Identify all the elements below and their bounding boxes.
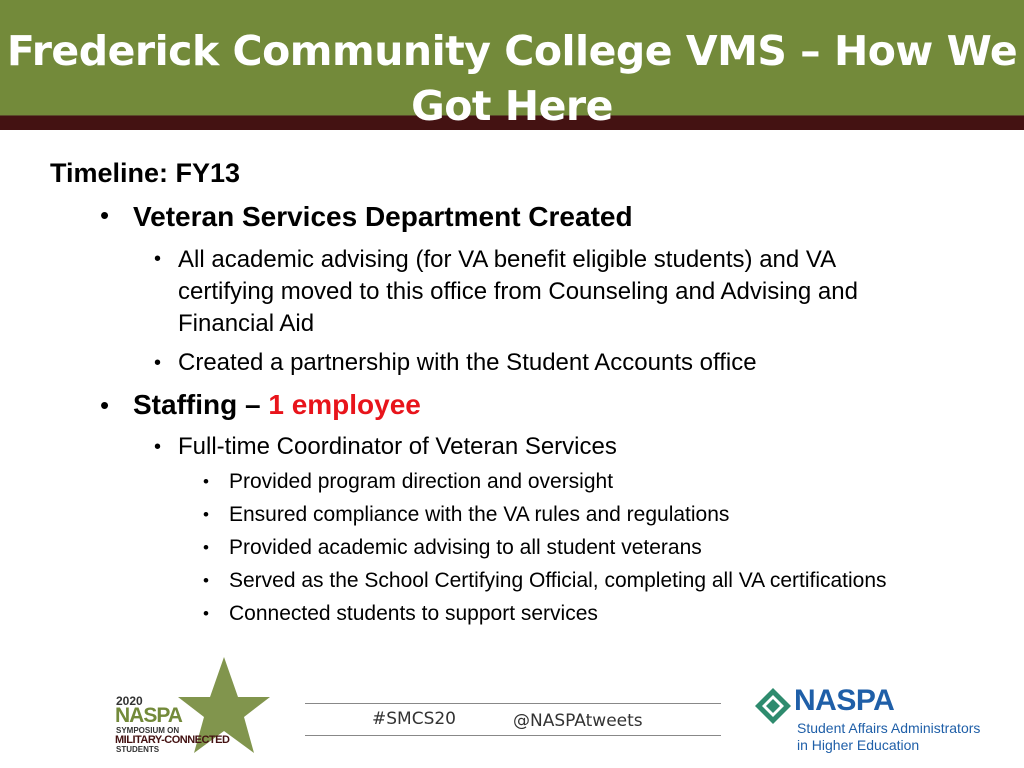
bullet-staffing <box>133 389 421 421</box>
footer-divider-top <box>305 703 721 704</box>
footer-divider-bottom <box>305 735 721 736</box>
staffing-label: Staffing – <box>133 389 269 420</box>
staffing-count: 1 employee <box>268 389 421 420</box>
logo-year: 2020 <box>116 694 143 708</box>
bullet-icon: • <box>203 538 209 557</box>
symposium-logo <box>112 655 272 755</box>
bullet-icon: • <box>203 505 209 524</box>
bullet-icon: • <box>154 436 162 458</box>
logo-naspa: NASPA <box>115 704 182 727</box>
bullet-icon: • <box>203 472 209 491</box>
sub-bullet-line: certifying moved to this office from Counseling and Advising and <box>178 278 858 305</box>
naspa-tagline-1: Student Affairs Administrators <box>797 720 981 736</box>
logo-symposium: SYMPOSIUM ON <box>116 726 180 735</box>
bullet-icon: • <box>100 390 110 420</box>
diamond-icon <box>755 688 791 724</box>
sub-sub-bullet: Ensured compliance with the VA rules and regulations <box>229 503 730 526</box>
bullet-icon: • <box>203 571 209 590</box>
naspa-logo <box>755 686 1005 756</box>
logo-students: STUDENTS <box>116 745 160 754</box>
logo-military: MILITARY-CONNECTED <box>115 734 230 746</box>
timeline-heading: Timeline: FY13 <box>50 158 241 188</box>
footer-handle: @NASPAtweets <box>513 711 643 731</box>
footer-hashtag: #SMCS20 <box>372 709 456 729</box>
sub-sub-bullet: Provided program direction and oversight <box>229 470 614 493</box>
sub-bullet-line: Financial Aid <box>178 310 315 337</box>
sub-bullet-line: All academic advising (for VA benefit eligible students) and VA <box>178 246 837 273</box>
sub-bullet-coordinator: Full-time Coordinator of Veteran Services <box>178 433 617 460</box>
sub-bullet-partnership: Created a partnership with the Student Accounts office <box>178 349 757 376</box>
bullet-icon: • <box>203 604 209 623</box>
sub-sub-bullet: Provided academic advising to all student veterans <box>229 536 702 559</box>
bullet-icon: • <box>100 200 110 230</box>
naspa-name: NASPA <box>794 684 895 717</box>
sub-sub-bullet: Served as the School Certifying Official, completing all VA certifications <box>229 569 887 592</box>
bullet-icon: • <box>154 352 162 374</box>
bullet-veteran-services: Veteran Services Department Created <box>133 201 633 232</box>
slide-title: Frederick Community College VMS – How We Got Here <box>6 27 1018 130</box>
naspa-tagline-2: in Higher Education <box>797 737 920 753</box>
bullet-icon: • <box>154 248 162 270</box>
sub-sub-bullet: Connected students to support services <box>229 602 598 625</box>
